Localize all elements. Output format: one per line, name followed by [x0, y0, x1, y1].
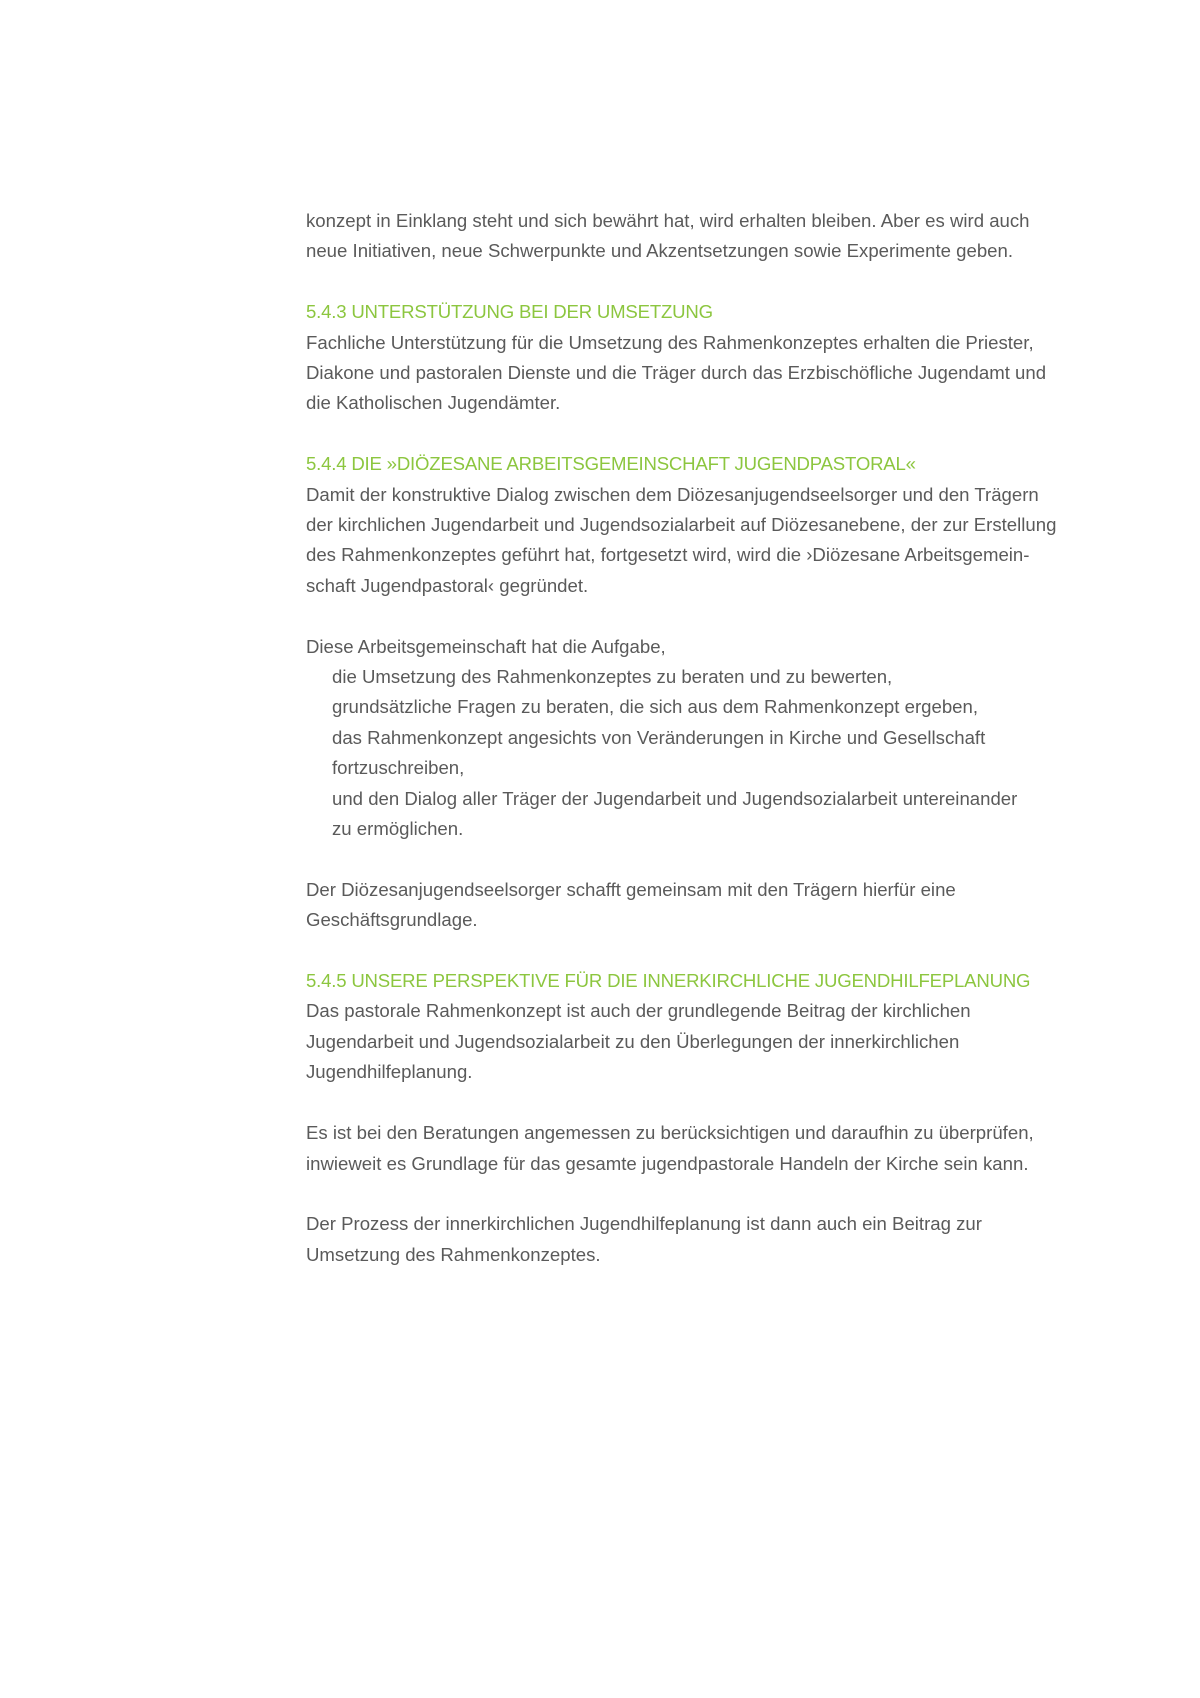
list-item: fortzuschreiben,	[332, 757, 465, 779]
text-line: Fachliche Unterstützung für die Umsetzung des Rahmenkonzeptes erhalten die Priester,	[306, 331, 1034, 353]
list-intro: Diese Arbeitsgemeinschaft hat die Aufgabe,	[306, 635, 666, 657]
text-line: Der Diözesanjugendseelsorger schafft gemeinsam mit den Trägern hierfür eine	[306, 878, 956, 900]
paragraph	[306, 875, 1106, 936]
section-heading: 5.4.3 UNTERSTÜTZUNG BEI DER UMSETZUNG	[306, 301, 713, 323]
paragraph	[306, 1209, 1106, 1270]
list-item: grundsätzliche Fragen zu beraten, die sich aus dem Rahmenkonzept ergeben,	[332, 696, 979, 718]
text-line: neue Initiativen, neue Schwerpunkte und Akzentsetzungen sowie Experimente geben.	[306, 240, 1014, 262]
text-line: die Katholischen Jugendämter.	[306, 392, 561, 414]
text-line: der kirchlichen Jugendarbeit und Jugendsozialarbeit auf Diözesanebene, der zur Erstellung	[306, 514, 1057, 536]
paragraph	[306, 1118, 1106, 1179]
text-line: konzept in Einklang steht und sich bewährt hat, wird erhalten bleiben. Aber es wird auch	[306, 210, 1030, 231]
text-line: inwieweit es Grundlage für das gesamte jugendpastorale Handeln der Kirche sein kann.	[306, 1152, 1029, 1174]
task-list	[306, 662, 1106, 844]
text-line: Der Prozess der innerkirchlichen Jugendhilfeplanung ist dann auch ein Beitrag zur	[306, 1213, 982, 1235]
intro-paragraph	[306, 206, 1106, 267]
section-5-4-3	[306, 297, 1106, 419]
text-line: des Rahmenkonzeptes geführt hat, fortgesetzt wird, wird die ›Diözesane Arbeitsgemein-	[306, 544, 1030, 566]
text-line: Diakone und pastoralen Dienste und die Träger durch das Erzbischöfliche Jugendamt und	[306, 362, 1047, 384]
text-line: Jugendarbeit und Jugendsozialarbeit zu den Überlegungen der innerkirchlichen	[306, 1030, 960, 1052]
section-5-4-4	[306, 449, 1106, 935]
list-item: zu ermöglichen.	[332, 818, 464, 840]
paragraph	[306, 996, 1106, 1087]
text-line: Geschäftsgrundlage.	[306, 909, 478, 931]
text-line: Damit der konstruktive Dialog zwischen dem Diözesanjugendseelsorger und den Trägern	[306, 483, 1039, 505]
list-item: und den Dialog aller Träger der Jugendarbeit und Jugendsozialarbeit untereinander	[332, 787, 1018, 809]
list-item: das Rahmenkonzept angesichts von Veränderungen in Kirche und Gesellschaft	[332, 726, 986, 748]
list-item: die Umsetzung des Rahmenkonzeptes zu beraten und zu bewerten,	[332, 666, 893, 688]
text-line: Umsetzung des Rahmenkonzeptes.	[306, 1243, 601, 1265]
text-line: Das pastorale Rahmenkonzept ist auch der grundlegende Beitrag der kirchlichen	[306, 1000, 971, 1022]
document-page	[306, 206, 1106, 1301]
text-line: Es ist bei den Beratungen angemessen zu berücksichtigen und daraufhin zu überprüfen,	[306, 1122, 1034, 1144]
task-list-block	[306, 632, 1106, 845]
section-heading: 5.4.4 DIE »DIÖZESANE ARBEITSGEMEINSCHAFT JUGENDPASTORAL«	[306, 453, 916, 475]
text-line: schaft Jugendpastoral‹ gegründet.	[306, 574, 589, 596]
paragraph	[306, 480, 1106, 602]
section-heading: 5.4.5 UNSERE PERSPEKTIVE FÜR DIE INNERKIRCHLICHE JUGENDHILFEPLANUNG	[306, 970, 1031, 992]
text-line: Jugendhilfeplanung.	[306, 1061, 473, 1083]
section-5-4-5	[306, 966, 1106, 1270]
